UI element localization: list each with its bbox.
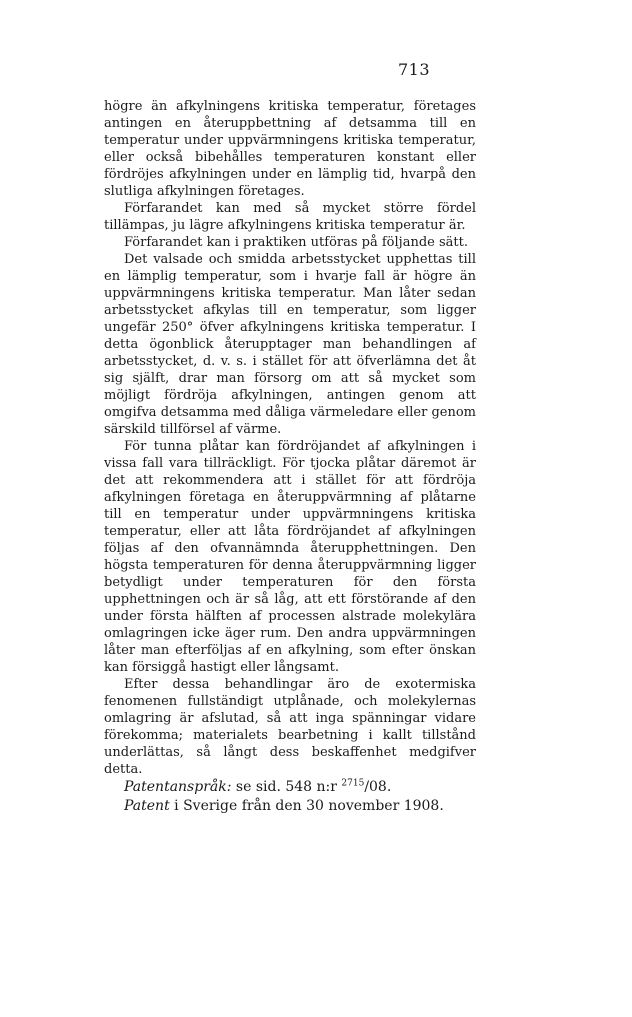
- paragraph: Efter dessa behandlingar äro de exotermiska fenomenen fullständigt utplånade, och molekylernas omlagring är afslutad, så att inga spänningar vidare förekomma; materialets bearbetning i kallt tillstånd underlättas, så långt dess beskaffenhet medgifver detta.: [104, 677, 476, 777]
- paragraph-continuation: högre än afkylningens kritiska temperatur, företages antingen en återuppbettning af detsamma till en temperatur under uppvärmningens kritiska temperatur, eller också bibehålles temperaturen konstant eller fördröjes afkylningen under en lämplig tid, hvarpå den slutliga afkylningen företages.: [104, 99, 476, 199]
- claims-number-suffix: /08.: [364, 779, 392, 795]
- patent-label: Patent: [124, 798, 170, 814]
- page-number: 713: [398, 60, 431, 79]
- paragraph: Det valsade och smidda arbetsstycket upphettas till en lämplig temperatur, som i hvarje fall är högre än uppvärmningens kritiska temperatur. Man låter sedan arbetsstycket afkylas till en temperatur, som ligger ungefär 250° öfver afkylningens kritiska temperatur. I detta ögonblick återupptager man behandlingen af arbetsstycket, d. v. s. i stället för att öfverlämna det åt sig själft, drar man försorg om att så mycket som möjligt fördröja afkylningen, antingen genom att omgifva detsamma med dåliga värmeledare eller genom särskild tillförsel af värme.: [104, 252, 476, 437]
- claims-reference: [104, 778, 476, 797]
- paragraph: Förfarandet kan i praktiken utföras på följande sätt.: [124, 235, 468, 250]
- claims-number: 2715: [341, 778, 365, 789]
- paragraph: Förfarandet kan med så mycket större fördel tillämpas, ju lägre afkylningens kritiska temperatur är.: [104, 201, 476, 233]
- claims-text: se sid. 548 n:r: [235, 779, 337, 795]
- patent-text: i Sverige från den 30 november 1908.: [174, 798, 444, 814]
- patent-reference: [104, 797, 476, 816]
- claims-label: Patentanspråk:: [124, 779, 232, 795]
- paragraph: För tunna plåtar kan fördröjandet af afkylningen i vissa fall vara tillräckligt. För tjocka plåtar däremot är det att rekommendera att i stället för att fördröja afkylningen företaga en återuppvärmning af plåtarne till en temperatur under uppvärmningens kritiska temperatur, eller att låta fördröjandet af afkylningen följas af den ofvannämnda återupphettningen. Den högsta temperaturen för denna återuppvärmning ligger betydligt under temperaturen för den första upphettningen och är så låg, att ett förstörande af den under första hälften af processen alstrade molekylära omlagringen icke äger rum. Den andra uppvärmningen låter man efterföljas af en afkylning, som efter önskan kan försiggå hastigt eller långsamt.: [104, 439, 476, 675]
- body-text: [104, 98, 476, 816]
